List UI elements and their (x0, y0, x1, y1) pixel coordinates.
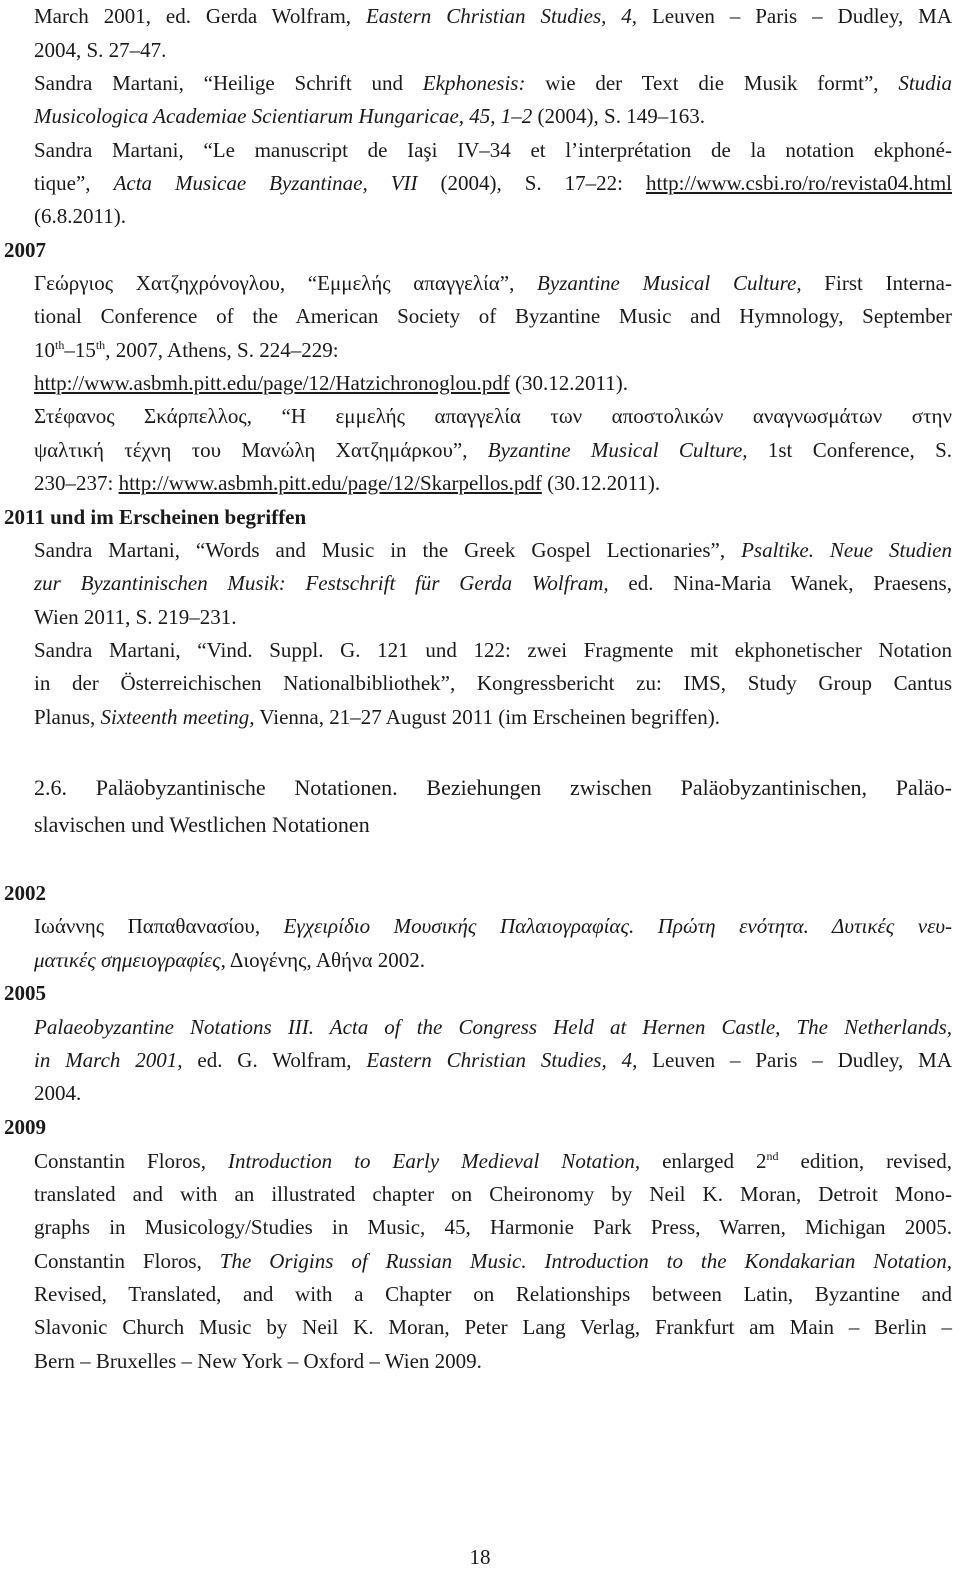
text-segment: Wien 2011, S. 219–231. (34, 605, 237, 629)
italic-title: The Origins of Russian Music. Introduction to the Kondakarian Notation, (219, 1249, 953, 1273)
text-segment: Στέφανος Σκάρπελλος, “Η εμμελής απαγγελία των αποστολικών αναγνωσμάτων στην (34, 404, 952, 428)
url-link[interactable]: http://www.asbmh.pitt.edu/page/12/Skarpellos.pdf (118, 471, 542, 495)
italic-title: Musicologica Academiae Scientiarum Hungaricae, 45, 1–2 (34, 104, 533, 128)
text-segment: ed. Nina-Maria Wanek, Praesens, (608, 571, 952, 595)
text-line (34, 534, 952, 568)
text-line (34, 34, 166, 68)
year-heading (4, 501, 306, 535)
text-line (34, 400, 952, 434)
text-line (34, 1211, 952, 1245)
text-line (34, 467, 660, 501)
text-line (34, 1044, 952, 1078)
text-segment: nd (766, 1149, 779, 1163)
italic-title: Eastern Christian Studies, 4, (366, 1048, 638, 1072)
section-heading-line (34, 771, 952, 805)
text-line (34, 1145, 952, 1179)
text-segment: Slavonic Church Music by Neil K. Moran, Peter Lang Verlag, Frankfurt am Main – Berlin – (34, 1315, 952, 1339)
text-segment: in der Österreichischen Nationalbibliothek”, Kongressbericht zu: IMS, Study Group Cantus (34, 671, 952, 695)
text-segment: Vienna, 21–27 August 2011 (im Erscheinen begriffen). (254, 705, 720, 729)
year-heading (4, 1111, 46, 1145)
italic-title: Eastern Christian Studies, 4, (365, 4, 638, 28)
text-segment: Sandra Martani, “Heilige Schrift und (34, 71, 423, 95)
text-segment: Leuven – Paris – Dudley, MA (637, 1048, 952, 1072)
text-line (34, 67, 952, 101)
text-segment: wie der Text die Musik formt”, (525, 71, 899, 95)
italic-title: Εγχειρίδιο Μουσικής Παλαιογραφίας. Πρώτη ενότητα. Δυτικές νευ- (283, 914, 952, 938)
text-segment: (6.8.2011). (34, 204, 126, 228)
year-heading (4, 977, 46, 1011)
text-segment: Revised, Translated, and with a Chapter on Relationships between Latin, Byzantine and (34, 1282, 952, 1306)
text-segment: graphs in Musicology/Studies in Music, 45, Harmonie Park Press, Warren, Michigan 2005. (34, 1215, 952, 1239)
text-segment: Sandra Martani, “Le manuscript de Iaşi IV–34 et l’interprétation de la notation ekphoné- (34, 138, 952, 162)
text-segment: tique”, (34, 171, 114, 195)
text-segment: 230–237: (34, 471, 119, 495)
year-heading (4, 234, 46, 268)
text-segment: (2004), S. 149–163. (532, 104, 705, 128)
text-segment: 2002 (4, 881, 46, 905)
text-line (34, 367, 628, 401)
page-number: 18 (469, 1545, 491, 1569)
text-line (34, 667, 952, 701)
text-segment: –15 (64, 338, 96, 362)
text-line (34, 1345, 482, 1379)
text-line (34, 1278, 952, 1312)
text-line (34, 167, 952, 201)
text-segment: , 2007, Athens, S. 224–229: (105, 338, 339, 362)
text-segment: Bern – Bruxelles – New York – Oxford – Wien 2009. (34, 1349, 482, 1373)
text-segment: translated and with an illustrated chapter on Cheironomy by Neil K. Moran, Detroit Mono- (34, 1182, 952, 1206)
text-segment: 2004, S. 27–47. (34, 38, 167, 62)
italic-title: Sixteenth meeting, (100, 705, 255, 729)
text-segment: Leuven – Paris – Dudley, MA (637, 4, 952, 28)
text-line (34, 1245, 952, 1279)
text-line (34, 100, 705, 134)
text-line (34, 434, 952, 468)
text-segment: th (95, 338, 106, 352)
italic-title: Byzantine Musical Culture, (487, 438, 748, 462)
text-segment: th (55, 338, 65, 352)
text-segment: Constantin Floros, (34, 1149, 228, 1173)
italic-title: Ekphonesis: (422, 71, 526, 95)
text-line (34, 0, 952, 34)
text-line (34, 567, 952, 601)
text-line (34, 267, 952, 301)
text-segment: First Interna- (801, 271, 952, 295)
italic-title: Byzantine Musical Culture, (537, 271, 802, 295)
text-segment: Γεώργιος Χατζηχρόνογλου, “Εμμελής απαγγελία”, (34, 271, 538, 295)
text-segment: ed. G. Wolfram, (182, 1048, 367, 1072)
text-segment: 2007 (4, 238, 46, 262)
text-segment: tional Conference of the American Society of Byzantine Music and Hymnology, September (34, 304, 952, 328)
text-line (34, 634, 952, 668)
text-segment: Constantin Floros, (34, 1249, 220, 1273)
text-line (34, 910, 952, 944)
italic-title: ματικές σημειογραφίες, (34, 948, 226, 972)
text-segment: 2005 (4, 981, 46, 1005)
url-link[interactable]: http://www.asbmh.pitt.edu/page/12/Hatzichronoglou.pdf (34, 371, 510, 395)
text-segment: ψαλτική τέχνη του Μανώλη Χατζημάρκου”, (34, 438, 488, 462)
text-segment: 2009 (4, 1115, 46, 1139)
text-segment: 2004. (34, 1081, 82, 1105)
text-line (34, 601, 237, 635)
italic-title: zur Byzantinischen Musik: Festschrift für Gerda Wolfram, (34, 571, 609, 595)
text-line (34, 200, 126, 234)
text-segment: Διογένης, Αθήνα 2002. (225, 948, 426, 972)
italic-title: Introduction to Early Medieval Notation, (227, 1149, 641, 1173)
text-line (34, 1077, 81, 1111)
text-segment: Planus, (34, 705, 101, 729)
italic-title: in March 2001, (34, 1048, 183, 1072)
text-segment: (30.12.2011). (509, 371, 628, 395)
text-segment: 10 (34, 338, 55, 362)
text-line (34, 1311, 952, 1345)
text-segment: 2011 und im Erscheinen begriffen (4, 505, 307, 529)
url-link[interactable]: http://www.csbi.ro/ro/revista04.html (645, 171, 953, 195)
text-segment: Sandra Martani, “Vind. Suppl. G. 121 und 122: zwei Fragmente mit ekphonetischer Notation (34, 638, 952, 662)
text-segment: (2004), S. 17–22: (417, 171, 646, 195)
text-line (34, 134, 952, 168)
text-line (34, 701, 720, 735)
italic-title: Palaeobyzantine Notations III. Acta of the Congress Held at Hernen Castle, The Netherlands, (34, 1015, 952, 1039)
text-segment: edition, revised, (778, 1149, 952, 1173)
italic-title: Studia (898, 71, 952, 95)
text-segment: Ιωάννης Παπαθανασίου, (34, 914, 284, 938)
text-line (34, 300, 952, 334)
year-heading (4, 877, 46, 911)
text-segment: slavischen und Westlichen Notationen (34, 812, 370, 837)
section-heading-line (34, 808, 370, 842)
text-segment: 1st Conference, S. (747, 438, 952, 462)
text-segment: enlarged 2 (640, 1149, 767, 1173)
text-line (34, 1011, 952, 1045)
text-segment: March 2001, ed. Gerda Wolfram, (34, 4, 366, 28)
italic-title: Psaltike. Neue Studien (741, 538, 952, 562)
text-segment: Sandra Martani, “Words and Music in the Greek Gospel Lectionaries”, (34, 538, 742, 562)
text-line (34, 334, 339, 368)
text-segment: 2.6. Paläobyzantinische Notationen. Beziehungen zwischen Paläobyzantinischen, Paläo- (34, 775, 952, 800)
italic-title: Acta Musicae Byzantinae, VII (113, 171, 418, 195)
text-segment: (30.12.2011). (541, 471, 661, 495)
text-line (34, 1178, 952, 1212)
text-line (34, 944, 425, 978)
